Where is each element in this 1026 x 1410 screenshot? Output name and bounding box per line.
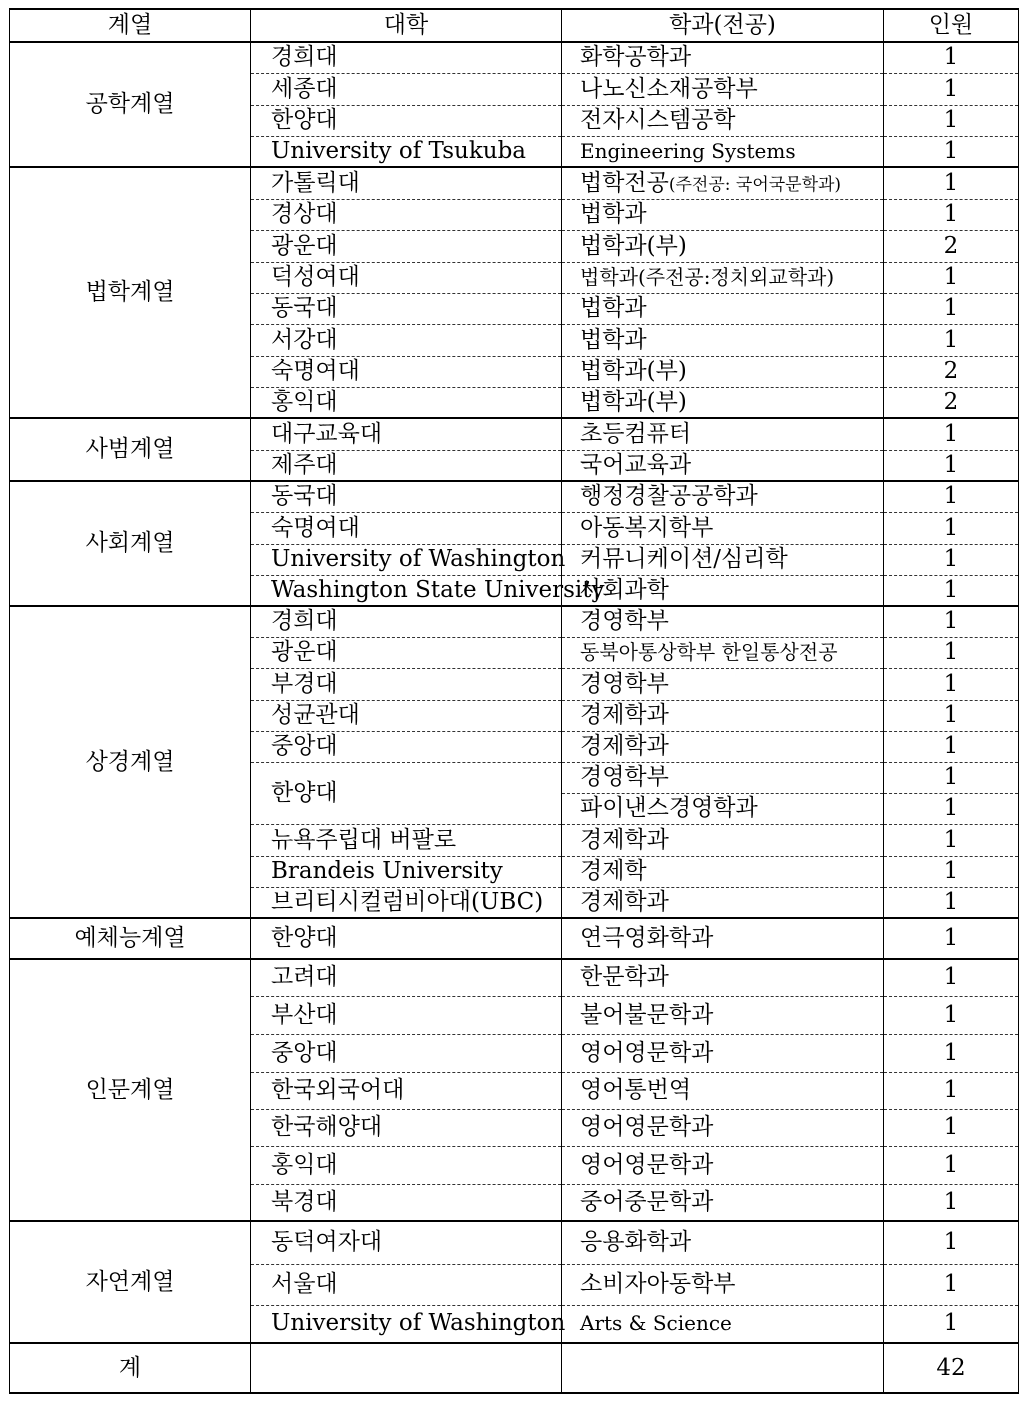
admissions-table xyxy=(9,8,1019,1394)
count-cell: 2 xyxy=(884,387,1019,418)
header-count: 인원 xyxy=(884,9,1019,42)
count-cell: 1 xyxy=(884,512,1019,544)
department-cell xyxy=(562,262,884,293)
department-cell xyxy=(562,996,884,1034)
header-field: 계열 xyxy=(10,9,251,42)
department-cell xyxy=(562,1146,884,1184)
department-cell xyxy=(562,387,884,418)
count-cell: 2 xyxy=(884,230,1019,262)
table-row xyxy=(10,959,1019,996)
count-cell: 1 xyxy=(884,793,1019,824)
department-text: 나노신소재공학부 xyxy=(580,75,758,102)
count-cell: 1 xyxy=(884,1221,1019,1264)
count-cell: 1 xyxy=(884,606,1019,637)
university-cell: 한양대 xyxy=(251,918,562,959)
university-cell: 부산대 xyxy=(251,996,562,1034)
department-cell xyxy=(562,230,884,262)
department-cell xyxy=(562,700,884,731)
university-cell: 서울대 xyxy=(251,1264,562,1305)
department-text: 법학과(주전공:정치외교학과) xyxy=(580,265,835,289)
university-cell: 경희대 xyxy=(251,606,562,637)
department-cell xyxy=(562,293,884,324)
university-cell: 동국대 xyxy=(251,481,562,512)
count-cell: 1 xyxy=(884,959,1019,996)
university-cell: 브리티시컬럼비아대(UBC) xyxy=(251,887,562,918)
table-row xyxy=(10,418,1019,450)
field-cell: 예체능계열 xyxy=(10,918,251,959)
department-text: 경제학 xyxy=(580,858,647,884)
count-cell: 1 xyxy=(884,293,1019,324)
department-text: 법학과(부) xyxy=(580,232,687,259)
total-row xyxy=(10,1343,1019,1393)
department-text: 경영학부 xyxy=(580,670,669,697)
department-text: 법학과(부) xyxy=(580,388,687,415)
department-cell xyxy=(562,762,884,793)
department-cell xyxy=(562,73,884,105)
count-cell: 1 xyxy=(884,887,1019,918)
university-cell: 동국대 xyxy=(251,293,562,324)
department-cell xyxy=(562,1221,884,1264)
field-cell: 법학계열 xyxy=(10,167,251,418)
university-cell: 숙명여대 xyxy=(251,512,562,544)
count-cell: 1 xyxy=(884,762,1019,793)
department-text: 경영학부 xyxy=(580,608,669,635)
department-note: (주전공: 국어국문학과) xyxy=(668,174,842,195)
department-cell xyxy=(562,418,884,450)
university-cell: 한국외국어대 xyxy=(251,1072,562,1109)
department-text: 경제학과 xyxy=(580,888,669,915)
university-cell: Washington State University xyxy=(251,575,562,606)
department-text: 동북아통상학부 한일통상전공 xyxy=(580,640,838,664)
count-cell: 1 xyxy=(884,996,1019,1034)
count-cell: 1 xyxy=(884,105,1019,136)
count-cell: 1 xyxy=(884,73,1019,105)
count-cell: 1 xyxy=(884,575,1019,606)
department-cell xyxy=(562,199,884,230)
count-cell: 1 xyxy=(884,136,1019,167)
department-text: 영어영문학과 xyxy=(580,1039,714,1066)
department-cell xyxy=(562,481,884,512)
department-text: 파이낸스경영학과 xyxy=(580,795,758,821)
table-row xyxy=(10,481,1019,512)
department-cell xyxy=(562,793,884,824)
field-cell: 공학계열 xyxy=(10,42,251,167)
university-cell: 북경대 xyxy=(251,1184,562,1221)
university-cell: 동덕여자대 xyxy=(251,1221,562,1264)
count-cell: 1 xyxy=(884,1109,1019,1146)
department-cell xyxy=(562,731,884,762)
department-cell xyxy=(562,1034,884,1072)
count-cell: 1 xyxy=(884,637,1019,668)
department-text: 행정경찰공공학과 xyxy=(580,483,758,510)
university-cell: 숙명여대 xyxy=(251,356,562,387)
department-cell xyxy=(562,324,884,356)
university-cell: University of Tsukuba xyxy=(251,136,562,167)
department-text: 경제학과 xyxy=(580,733,669,759)
field-cell: 자연계열 xyxy=(10,1221,251,1343)
department-cell xyxy=(562,606,884,637)
department-text: 국어교육과 xyxy=(580,451,692,478)
count-cell: 1 xyxy=(884,700,1019,731)
department-cell xyxy=(562,887,884,918)
university-cell: 경상대 xyxy=(251,199,562,230)
university-cell: 세종대 xyxy=(251,73,562,105)
university-cell: 한국해양대 xyxy=(251,1109,562,1146)
header-department: 학과(전공) xyxy=(562,9,884,42)
count-cell: 1 xyxy=(884,668,1019,700)
university-cell: University of Washington xyxy=(251,1305,562,1343)
department-text: 중어중문학과 xyxy=(580,1188,714,1215)
university-cell: 가톨릭대 xyxy=(251,167,562,199)
count-cell: 1 xyxy=(884,42,1019,73)
university-cell: 대구교육대 xyxy=(251,418,562,450)
table-row xyxy=(10,606,1019,637)
field-cell: 사범계열 xyxy=(10,418,251,481)
department-text: 응용화학과 xyxy=(580,1229,692,1256)
department-cell xyxy=(562,1264,884,1305)
count-cell: 1 xyxy=(884,324,1019,356)
university-cell: 뉴욕주립대 버팔로 xyxy=(251,824,562,856)
total-empty-department xyxy=(562,1343,884,1393)
header-university: 대학 xyxy=(251,9,562,42)
field-cell: 상경계열 xyxy=(10,606,251,918)
department-text: 사회과학 xyxy=(580,576,669,603)
university-cell: 제주대 xyxy=(251,450,562,481)
department-text: 한문학과 xyxy=(580,964,669,991)
university-cell: 서강대 xyxy=(251,324,562,356)
table-row xyxy=(10,1221,1019,1264)
university-cell: 홍익대 xyxy=(251,387,562,418)
department-text: 화학공학과 xyxy=(580,44,692,71)
university-cell: 광운대 xyxy=(251,230,562,262)
count-cell: 1 xyxy=(884,1184,1019,1221)
department-cell xyxy=(562,824,884,856)
department-text: Arts & Science xyxy=(580,1311,732,1336)
department-text: 법학전공 xyxy=(580,169,669,196)
department-text: 경제학과 xyxy=(580,702,669,728)
total-empty-university xyxy=(251,1343,562,1393)
department-cell xyxy=(562,356,884,387)
department-text: 영어영문학과 xyxy=(580,1151,714,1178)
count-cell: 1 xyxy=(884,1072,1019,1109)
department-text: 영어영문학과 xyxy=(580,1114,714,1140)
department-cell xyxy=(562,1072,884,1109)
count-cell: 1 xyxy=(884,1264,1019,1305)
count-cell: 1 xyxy=(884,450,1019,481)
department-text: 법학과 xyxy=(580,295,647,321)
count-cell: 1 xyxy=(884,1146,1019,1184)
department-text: 영어통번역 xyxy=(580,1077,692,1103)
department-cell xyxy=(562,544,884,575)
count-cell: 1 xyxy=(884,167,1019,199)
department-text: 소비자아동학부 xyxy=(580,1271,736,1297)
department-text: 법학과 xyxy=(580,326,647,353)
department-text: 법학과 xyxy=(580,201,647,227)
department-cell xyxy=(562,918,884,959)
department-cell xyxy=(562,105,884,136)
department-text: 커뮤니케이션/심리학 xyxy=(580,546,788,572)
count-cell: 1 xyxy=(884,544,1019,575)
department-cell xyxy=(562,575,884,606)
department-text: 경영학부 xyxy=(580,764,669,790)
university-cell: 한양대 xyxy=(251,105,562,136)
table-body xyxy=(10,42,1019,1343)
university-cell: Brandeis University xyxy=(251,856,562,887)
department-cell xyxy=(562,167,884,199)
department-cell xyxy=(562,1305,884,1343)
count-cell: 1 xyxy=(884,199,1019,230)
university-cell: 중앙대 xyxy=(251,731,562,762)
count-cell: 1 xyxy=(884,824,1019,856)
department-cell xyxy=(562,1109,884,1146)
university-cell: 고려대 xyxy=(251,959,562,996)
table-row xyxy=(10,42,1019,73)
department-text: 초등컴퓨터 xyxy=(580,420,692,447)
count-cell: 1 xyxy=(884,262,1019,293)
university-cell: 성균관대 xyxy=(251,700,562,731)
count-cell: 1 xyxy=(884,1034,1019,1072)
field-cell: 인문계열 xyxy=(10,959,251,1221)
department-cell xyxy=(562,42,884,73)
header-row xyxy=(10,9,1019,42)
table-row xyxy=(10,167,1019,199)
department-text: 불어불문학과 xyxy=(580,1001,714,1028)
count-cell: 1 xyxy=(884,856,1019,887)
university-cell: 부경대 xyxy=(251,668,562,700)
department-cell xyxy=(562,512,884,544)
department-cell xyxy=(562,136,884,167)
department-cell xyxy=(562,1184,884,1221)
department-cell xyxy=(562,450,884,481)
university-cell: 덕성여대 xyxy=(251,262,562,293)
department-text: 아동복지학부 xyxy=(580,514,714,541)
university-cell: 중앙대 xyxy=(251,1034,562,1072)
university-cell: 광운대 xyxy=(251,637,562,668)
department-text: Engineering Systems xyxy=(580,138,796,163)
field-cell: 사회계열 xyxy=(10,481,251,606)
table-row xyxy=(10,918,1019,959)
count-cell: 1 xyxy=(884,1305,1019,1343)
department-text: 경제학과 xyxy=(580,826,669,853)
total-count: 42 xyxy=(884,1343,1019,1393)
university-cell: University of Washington xyxy=(251,544,562,575)
university-cell: 한양대 xyxy=(251,762,562,824)
department-cell xyxy=(562,856,884,887)
count-cell: 1 xyxy=(884,918,1019,959)
university-cell: 홍익대 xyxy=(251,1146,562,1184)
count-cell: 2 xyxy=(884,356,1019,387)
department-cell xyxy=(562,959,884,996)
department-text: 전자시스템공학 xyxy=(580,107,736,133)
total-label: 계 xyxy=(10,1343,251,1393)
count-cell: 1 xyxy=(884,418,1019,450)
department-text: 연극영화학과 xyxy=(580,925,714,951)
department-cell xyxy=(562,668,884,700)
university-cell: 경희대 xyxy=(251,42,562,73)
department-cell xyxy=(562,637,884,668)
count-cell: 1 xyxy=(884,481,1019,512)
department-text: 법학과(부) xyxy=(580,358,687,384)
count-cell: 1 xyxy=(884,731,1019,762)
